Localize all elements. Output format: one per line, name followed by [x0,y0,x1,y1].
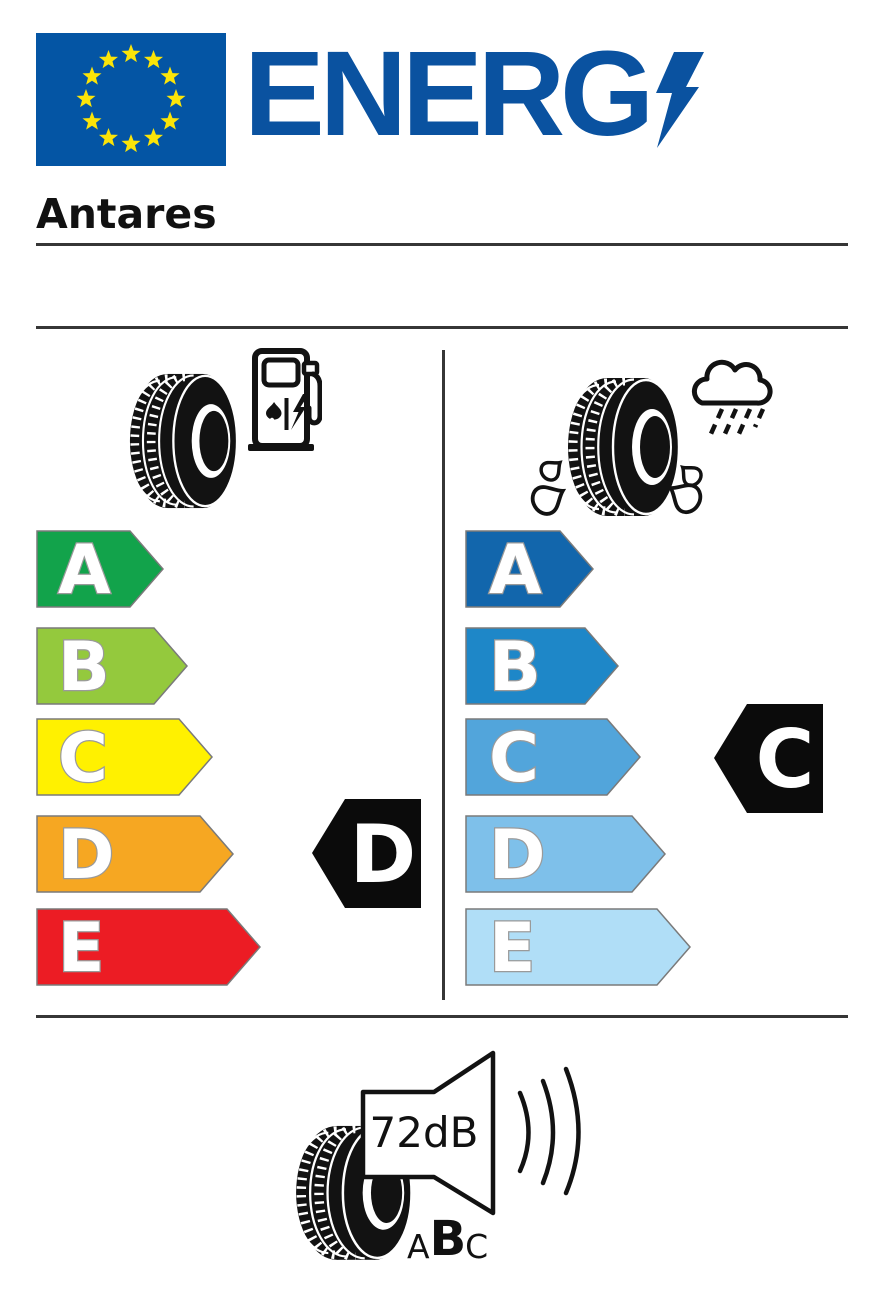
grade-arrow-fuel-e [36,908,262,986]
fuel-pump-icon [246,348,322,452]
grade-arrow-wet-c [465,718,642,796]
svg-text:D: D [489,816,546,893]
rain-cloud-icon [682,348,782,443]
eu-flag [36,33,226,166]
svg-text:D: D [349,808,417,901]
svg-text:C: C [58,719,108,796]
svg-text:C: C [489,719,539,796]
svg-text:E: E [489,909,536,986]
brand-name: Antares [36,190,217,238]
energ-logo-text: ENERG [244,25,650,161]
svg-text:B: B [489,628,541,705]
grade-arrow-fuel-b [36,627,189,705]
sound-waves-icon [520,1069,579,1193]
svg-text:A: A [489,531,542,608]
noise-class-scale [407,1211,489,1267]
svg-text:D: D [58,816,115,893]
section-divider-vertical [442,350,445,1000]
svg-text:C: C [755,713,815,806]
grade-arrow-wet-a [465,530,595,608]
divider-line-middle [36,326,848,329]
grade-arrow-fuel-d [36,815,235,893]
grade-arrow-wet-e [465,908,692,986]
rain-drops [710,409,763,436]
svg-text:A: A [58,531,111,608]
grade-arrow-wet-d [465,815,667,893]
noise-class-c: C [465,1227,489,1266]
noise-class-a: A [407,1227,430,1266]
grade-arrow-wet-b [465,627,620,705]
wet-grip-rating-marker [712,702,825,815]
svg-text:E: E [58,909,105,986]
noise-decibel-value: 72dB [369,1108,479,1157]
divider-line-top [36,243,848,246]
fuel-rating-marker [310,797,423,910]
divider-line-bottom [36,1015,848,1018]
svg-text:B: B [58,628,110,705]
grade-arrow-fuel-c [36,718,214,796]
noise-class-b-selected: B [429,1211,466,1267]
lightning-bolt-icon [650,52,704,148]
tire-icon [128,372,238,510]
grade-arrow-fuel-a [36,530,165,608]
